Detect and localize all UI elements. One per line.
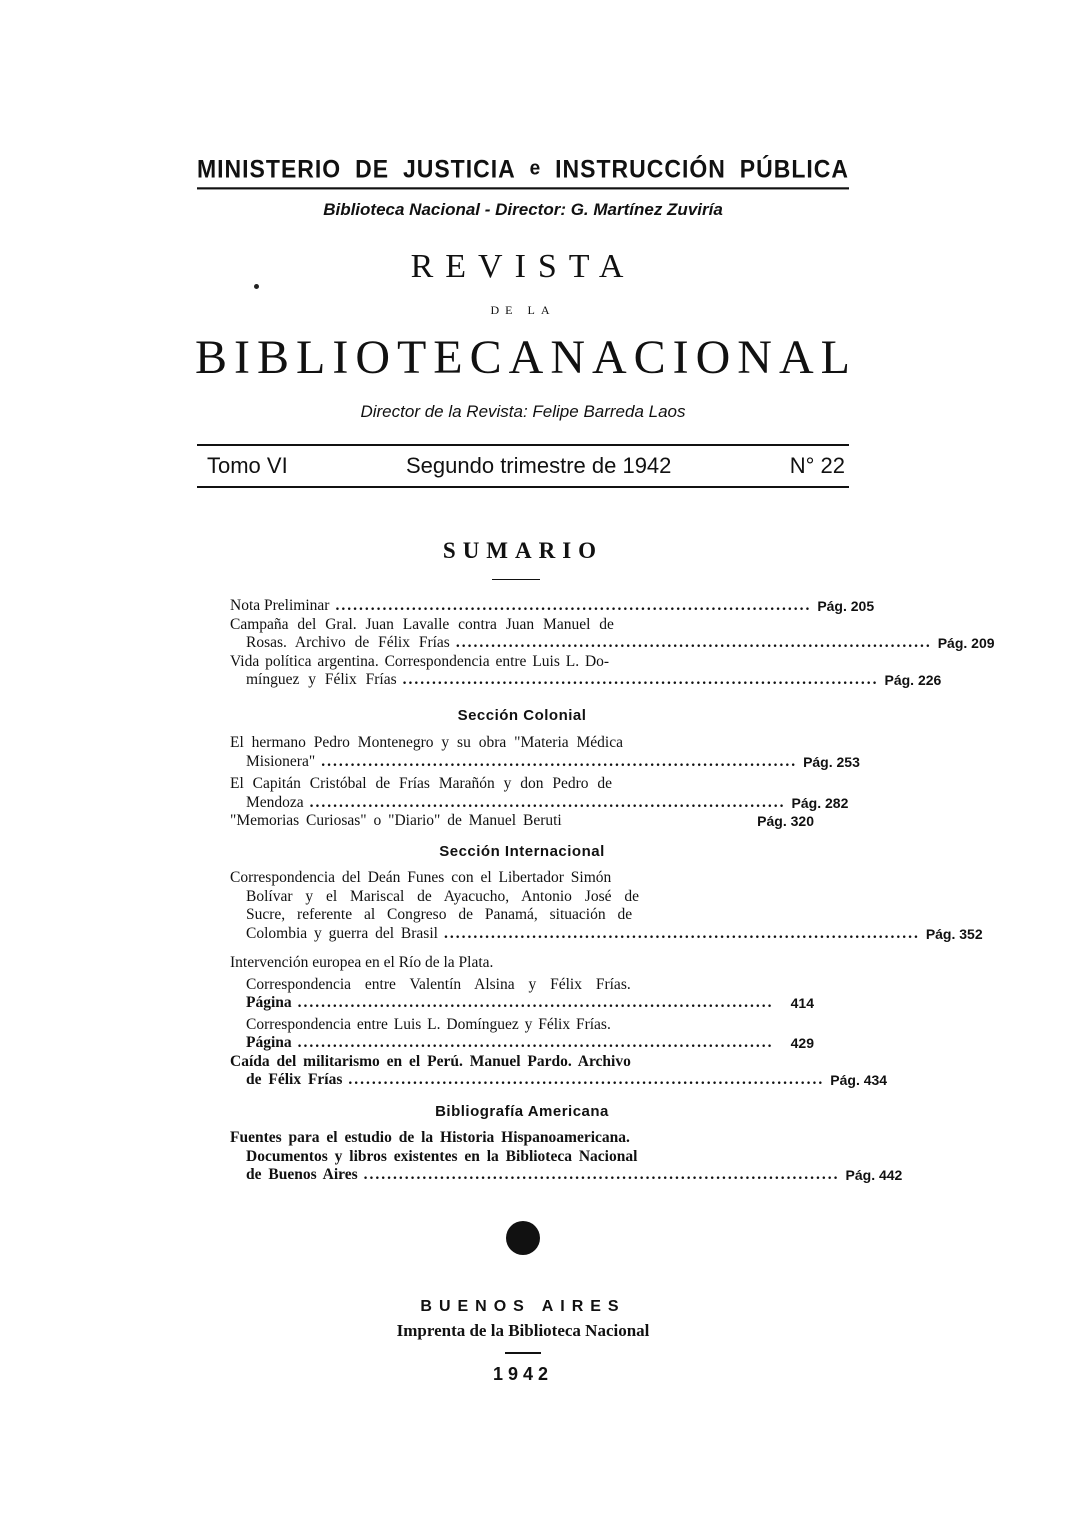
toc-entry-page: Pág. 226 xyxy=(884,672,942,688)
toc-entry-line: Correspondencia entre Valentín Alsina y Félix Frías. xyxy=(246,975,631,993)
toc-entry xyxy=(230,812,814,831)
toc-entry: Correspondencia del Deán Funes con el Libertador Simón Bolívar y el Mariscal de Ayacucho, Antonio José de Sucre, referente al Congreso de Panamá, situación de Colombia y guerra del Brasil ................................................................................. Pág. 352 xyxy=(230,869,983,942)
toc-entry-line: mínguez y Félix Frías xyxy=(246,671,397,688)
ministry-word: JUSTICIA xyxy=(402,154,516,183)
imprint-year: 1942 xyxy=(492,1364,554,1384)
toc-entry: El hermano Pedro Montenegro y su obra "Materia Médica Misionera" ................................................................................. Pág. 253 xyxy=(230,734,860,770)
journal-title xyxy=(195,330,857,385)
toc-entry-page: 414 xyxy=(790,995,814,1011)
toc-entry-line: El hermano Pedro Montenegro y su obra "Materia Médica xyxy=(230,734,623,751)
sumario-rule xyxy=(492,579,540,580)
ministry-header xyxy=(197,151,849,190)
toc-entry-line: El Capitán Cristóbal de Frías Marañón y don Pedro de xyxy=(230,775,613,792)
toc-group-2 xyxy=(230,734,860,831)
toc-entry-title: "Memorias Curiosas" o "Diario" de Manuel Beruti xyxy=(230,812,562,829)
toc-entry-line: Colombia y guerra del Brasil xyxy=(246,924,438,942)
toc-group-1 xyxy=(230,597,995,690)
de-la-label: DE LA xyxy=(490,303,556,317)
toc-entry-line: Página xyxy=(246,994,292,1011)
toc-entry-page: Pág. 282 xyxy=(791,794,849,811)
issue-number: N° 22 xyxy=(789,453,845,478)
section-bibliografia: Bibliografía Americana xyxy=(435,1103,609,1120)
toc-entry: Nota Preliminar ................................................................................. Pág. 205 xyxy=(230,597,875,614)
toc-entry xyxy=(230,954,814,973)
toc-entry: Correspondencia entre Luis L. Domínguez y Félix Frías. Página ................................................................................. 429 xyxy=(246,1015,814,1051)
journal-title-word: BIBLIOTECA xyxy=(195,331,551,384)
toc-entry-page: Pág. 253 xyxy=(803,753,860,770)
toc-group-3 xyxy=(230,869,983,943)
ministry-word: INSTRUCCIÓN xyxy=(555,154,726,183)
ornament-dot xyxy=(506,1221,540,1255)
toc-entry-line: Mendoza xyxy=(246,793,304,811)
imprint-rule xyxy=(505,1352,541,1354)
toc-entry-line: Rosas. Archivo de Félix Frías xyxy=(246,634,450,651)
toc-entry-line: Intervención europea en el Río de la Plata. xyxy=(230,954,494,971)
toc-entry-line: Correspondencia del Deán Funes con el Libertador Simón xyxy=(230,869,612,886)
toc-entry-line: Misionera" xyxy=(246,752,316,770)
revista-director-line: Director de la Revista: Felipe Barreda Laos xyxy=(360,402,686,421)
toc-entry: Campaña del Gral. Juan Lavalle contra Juan Manuel de Rosas. Archivo de Félix Frías ................................................................................. Pág. 209 xyxy=(230,615,995,651)
journal-title-word: NACIONAL xyxy=(550,331,857,384)
library-director-line: Biblioteca Nacional - Director: G. Martínez Zuviría xyxy=(323,200,723,219)
toc-entry-line: Vida política argentina. Correspondencia entre Luis L. Do- xyxy=(230,652,610,670)
issue-volume: Tomo VI xyxy=(207,453,288,478)
issue-period: Segundo trimestre de 1942 xyxy=(406,453,672,478)
toc-entry-line: Sucre, referente al Congreso de Panamá, situación de xyxy=(246,906,633,923)
ministry-word: DE xyxy=(355,154,390,183)
toc-entry: Vida política argentina. Correspondencia entre Luis L. Do- mínguez y Félix Frías ................................................................................. Pág. 226 xyxy=(230,652,942,688)
toc-entry-line: Bolívar y el Mariscal de Ayacucho, Antonio José de xyxy=(246,887,639,905)
ministry-word: PÚBLICA xyxy=(739,154,849,183)
toc-entry-line: de Buenos Aires xyxy=(246,1166,358,1183)
ministry-word: MINISTERIO xyxy=(197,154,342,183)
toc-entry-line: Documentos y libros existentes en la Biblioteca Nacional xyxy=(246,1147,638,1165)
toc-entry-page: Pág. 352 xyxy=(925,925,983,942)
toc-entry: Correspondencia entre Valentín Alsina y Félix Frías. Página ................................................................................. 414 xyxy=(246,975,814,1011)
toc-entry-page: Pág. 442 xyxy=(845,1167,903,1183)
toc-group-4 xyxy=(230,954,888,1090)
toc-entry-page: Pág. 434 xyxy=(830,1072,888,1088)
sumario-heading: SUMARIO xyxy=(442,538,604,563)
toc-entry: Caída del militarismo en el Perú. Manuel Pardo. Archivo de Félix Frías ................................................................................. Pág. 434 xyxy=(230,1052,888,1088)
ministry-word: e xyxy=(529,157,542,180)
toc-group-5 xyxy=(230,1129,903,1185)
revista-title: REVISTA xyxy=(410,248,636,285)
toc-entry-page: Pág. 320 xyxy=(757,813,814,829)
toc-entry-page: 429 xyxy=(790,1035,814,1051)
toc-entry-title: Nota Preliminar xyxy=(230,597,330,614)
toc-entry-page: Pág. 205 xyxy=(817,598,875,614)
toc-entry-page: Pág. 209 xyxy=(937,635,995,651)
toc-entry-line: Caída del militarismo en el Perú. Manuel Pardo. Archivo xyxy=(230,1052,631,1070)
section-colonial: Sección Colonial xyxy=(457,707,587,724)
toc-entry: Fuentes para el estudio de la Historia Hispanoamericana. Documentos y libros existentes en la Biblioteca Nacional de Buenos Aires ................................................................................. Pág. 442 xyxy=(230,1129,903,1183)
toc-entry-line: de Félix Frías xyxy=(246,1071,343,1088)
toc-entry-line: Fuentes para el estudio de la Historia Hispanoamericana. xyxy=(230,1129,630,1146)
toc-entry-line: Campaña del Gral. Juan Lavalle contra Juan Manuel de xyxy=(230,615,614,633)
toc-entry: El Capitán Cristóbal de Frías Marañón y don Pedro de Mendoza ................................................................................. Pág. 282 xyxy=(230,775,849,811)
imprint-city: BUENOS AIRES xyxy=(420,1298,626,1315)
issue-bar xyxy=(197,444,849,488)
toc-entry-line: Correspondencia entre Luis L. Domínguez y Félix Frías. xyxy=(246,1015,611,1033)
section-internacional: Sección Internacional xyxy=(439,843,605,860)
imprint-printer: Imprenta de la Biblioteca Nacional xyxy=(396,1321,650,1340)
toc-entry-line: Página xyxy=(246,1034,292,1051)
